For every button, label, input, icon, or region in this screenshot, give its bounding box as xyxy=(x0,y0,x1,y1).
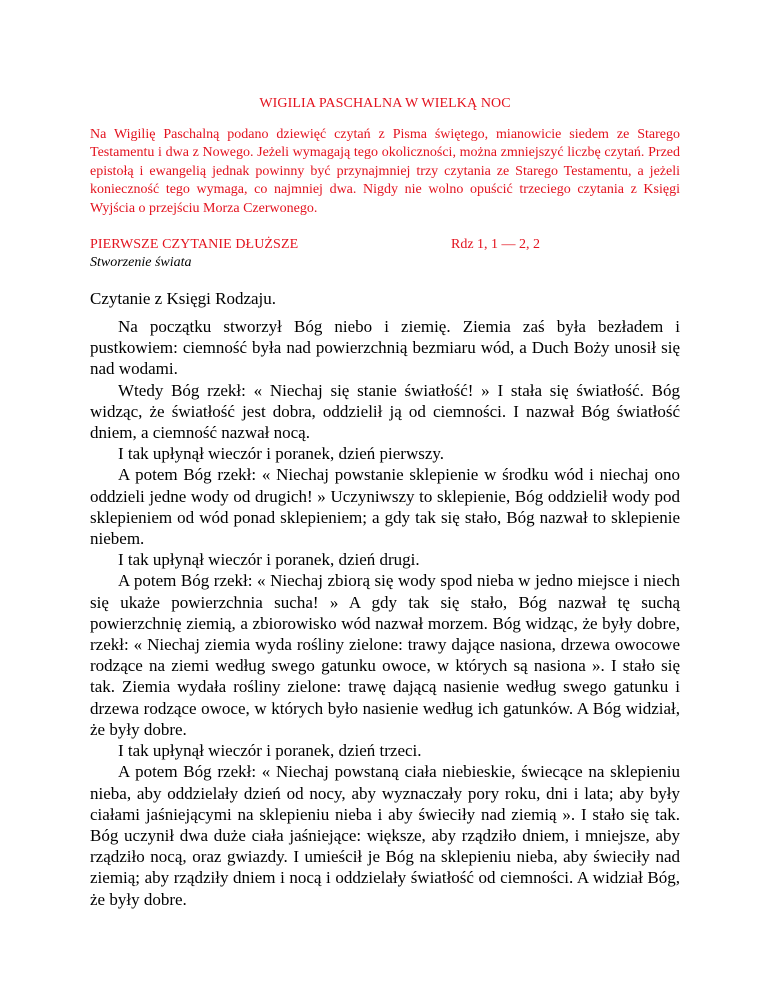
reading-paragraph: A potem Bóg rzekł: « Niechaj powstaną ciała niebieskie, świecące na sklepieniu nieba, aby oddzielały dzień od nocy, aby wyznaczały pory roku, dni i lata; aby były ciałami jaśniejącymi na sklepieniu nieba i aby świeciły nad ziemią ». I stało się tak. Bóg uczynił dwa duże ciała jaśniejące: większe, aby rządziło dniem, i mniejsze, aby rządziło nocą, oraz gwiazdy. I umieścił je Bóg na sklepieniu nieba, aby świeciły nad ziemią; aby rządziły dniem i nocą i oddzielały światłość od ciemności. A widział Bóg, że były dobre. xyxy=(90,762,680,909)
page-title: WIGILIA PASCHALNA W WIELKĄ NOC xyxy=(259,96,511,111)
reading-paragraph: Na początku stworzył Bóg niebo i ziemię. Ziemia zaś była bezładem i pustkowiem: ciemność była nad powierzchnią bezmiaru wód, a Duch Boży unosił się nad wodami. xyxy=(90,317,680,379)
intro-rubric: Na Wigilię Paschalną podano dziewięć czytań z Pisma świętego, mianowicie siedem ze Starego Testamentu i dwa z Nowego. Jeżeli wymagają tego okoliczności, można zmniejszyć liczbę czytań. Przed epistołą i ewangelią jednak powinny być przynajmniej trzy czytania ze Starego Testamentu, a jeżeli konieczność tego wymaga, co najmniej dwa. Nigdy nie wolno opuścić trzeciego czytania z Księgi Wyjścia o przejściu Morza Czerwonego. xyxy=(90,127,680,216)
reading-paragraph: Wtedy Bóg rzekł: « Niechaj się stanie światłość! » I stała się światłość. Bóg widząc, że światłość jest dobra, oddzielił ją od ciemności. I nazwał Bóg światłość dniem, a ciemność nazwał nocą. xyxy=(90,380,680,443)
reading-paragraph: I tak upłynął wieczór i poranek, dzień trzeci. xyxy=(118,741,422,761)
reading-paragraph: I tak upłynął wieczór i poranek, dzień pierwszy. xyxy=(118,444,445,464)
reading-header xyxy=(90,236,680,276)
reading-paragraph: A potem Bóg rzekł: « Niechaj powstanie sklepienie w środku wód i niechaj ono oddzieli jedne wody od drugich! » Uczyniwszy to sklepienie, Bóg oddzielił wody pod sklepieniem od wód ponad sklepieniem; a gdy tak się stało, Bóg nazwał to sklepienie niebem. xyxy=(90,465,680,549)
reading-paragraph: I tak upłynął wieczór i poranek, dzień drugi. xyxy=(118,550,420,570)
reading-paragraph: A potem Bóg rzekł: « Niechaj zbiorą się wody spod nieba w jedno miejsce i niech się ukaże powierzchnia sucha! » A gdy tak się stało, Bóg nazwał tę suchą powierzchnię ziemią, a zbiorowisko wód nazwał morzem. Bóg widząc, że były dobre, rzekł: « Niechaj ziemia wyda rośliny zielone: trawy dające nasiona, drzewa owocowe rodzące na ziemi według swego gatunku owoce, w których są nasiona ». I stało się tak. Ziemia wydała rośliny zielone: trawę dającą nasienie według swego gatunku i drzewa rodzące owoce, w których było nasienie według ich gatunków. A Bóg widział, że były dobre. xyxy=(90,571,680,739)
reading-body xyxy=(90,316,680,910)
reading-subtitle: Stworzenie świata xyxy=(90,255,192,271)
reading-announcement: Czytanie z Księgi Rodzaju. xyxy=(90,289,277,309)
document-page xyxy=(90,95,680,910)
reading-reference: Rdz 1, 1 — 2, 2 xyxy=(451,237,541,253)
reading-title: PIERWSZE CZYTANIE DŁUŻSZE xyxy=(90,237,299,253)
